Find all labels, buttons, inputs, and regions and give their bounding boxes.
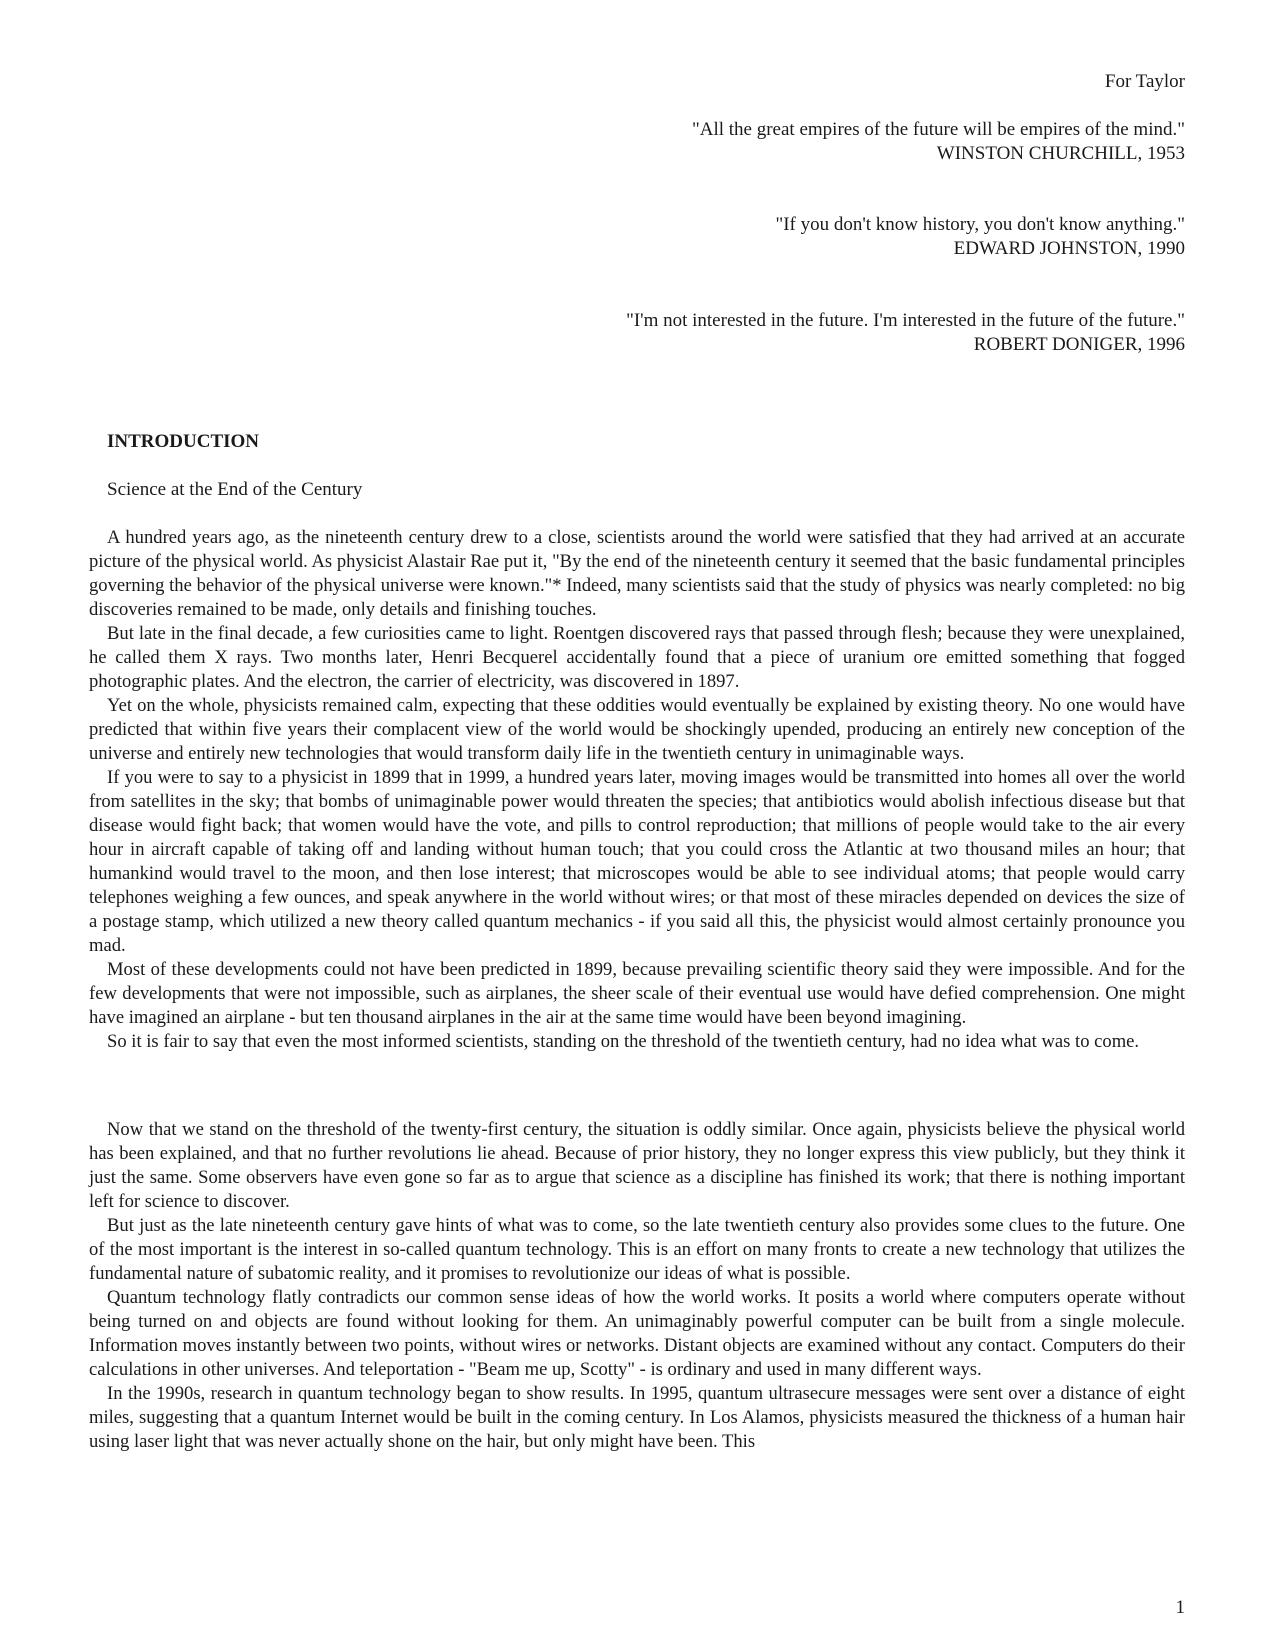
epigraph xyxy=(775,213,1185,261)
page-number: 1 xyxy=(1175,1597,1185,1618)
dedication: For Taylor xyxy=(1104,71,1185,92)
body-paragraph: But late in the final decade, a few curiosities came to light. Roentgen discovered rays that passed through flesh; because they were unexplained, he called them X rays. Two months later, Henri Becquerel accidentally found that a piece of uranium ore emitted something that fogged photographic plates. And the electron, the carrier of electricity, was discovered in 1897. xyxy=(89,623,1185,692)
epigraph-quote: "I'm not interested in the future. I'm interested in the future of the future." xyxy=(626,310,1185,331)
body-paragraph: In the 1990s, research in quantum technology began to show results. In 1995, quantum ultrasecure messages were sent over a distance of eight miles, suggesting that a quantum Internet would be built in the coming century. In Los Alamos, physicists measured the thickness of a human hair using laser light that was never actually shone on the hair, but only might have been. This xyxy=(89,1383,1185,1452)
epigraph xyxy=(692,118,1185,166)
body-paragraph: But just as the late nineteenth century gave hints of what was to come, so the late twentieth century also provides some clues to the future. One of the most important is the interest in so-called quantum technology. This is an effort on many fronts to create a new technology that utilizes the fundamental nature of subatomic reality, and it promises to revolutionize our ideas of what is possible. xyxy=(89,1215,1185,1284)
body-paragraph: If you were to say to a physicist in 1899 that in 1999, a hundred years later, moving images would be transmitted into homes all over the world from satellites in the sky; that bombs of unimaginable power would threaten the species; that antibiotics would abolish infectious disease but that disease would fight back; that women would have the vote, and pills to control reproduction; that millions of people would take to the air every hour in aircraft capable of taking off and landing without human touch; that you could cross the Atlantic at two thousand miles an hour; that humankind would travel to the moon, and then lose interest; that microscopes would be able to see individual atoms; that people would carry telephones weighing a few ounces, and speak anywhere in the world without wires; or that most of these miracles depended on devices the size of a postage stamp, which utilized a new theory called quantum mechanics - if you said all this, the physicist would almost certainly pronounce you mad. xyxy=(89,767,1185,956)
section-subtitle: Science at the End of the Century xyxy=(107,479,363,500)
body-paragraph: Yet on the whole, physicists remained calm, expecting that these oddities would eventually be explained by existing theory. No one would have predicted that within five years their complacent view of the world would be shockingly upended, producing an entirely new conception of the universe and entirely new technologies that would transform daily life in the twentieth century in unimaginable ways. xyxy=(89,695,1185,764)
body-paragraph: Most of these developments could not have been predicted in 1899, because prevailing scientific theory said they were impossible. And for the few developments that were not impossible, such as airplanes, the sheer scale of their eventual use would have defied comprehension. One might have imagined an airplane - but ten thousand airplanes in the air at the same time would have been beyond imagining. xyxy=(89,959,1185,1028)
epigraph-quote: "All the great empires of the future will be empires of the mind." xyxy=(691,119,1185,140)
epigraph xyxy=(626,309,1185,357)
epigraph-attribution: ROBERT DONIGER, 1996 xyxy=(973,334,1185,355)
epigraph-attribution: EDWARD JOHNSTON, 1990 xyxy=(953,238,1185,259)
body-paragraph: Quantum technology flatly contradicts our common sense ideas of how the world works. It posits a world where computers operate without being turned on and objects are found without looking for them. An unimaginably powerful computer can be built from a single molecule. Information moves instantly between two points, without wires or networks. Distant objects are examined without any contact. Computers do their calculations in other universes. And teleportation - "Beam me up, Scotty" - is ordinary and used in many different ways. xyxy=(89,1287,1185,1380)
body-text-block xyxy=(89,1118,1185,1454)
section-heading: INTRODUCTION xyxy=(107,431,260,452)
body-text-block xyxy=(89,526,1185,1054)
epigraph-attribution: WINSTON CHURCHILL, 1953 xyxy=(936,143,1185,164)
body-paragraph: So it is fair to say that even the most informed scientists, standing on the threshold of the twentieth century, had no idea what was to come. xyxy=(107,1031,1140,1052)
body-paragraph: A hundred years ago, as the nineteenth century drew to a close, scientists around the world were satisfied that they had arrived at an accurate picture of the physical world. As physicist Alastair Rae put it, "By the end of the nineteenth century it seemed that the basic fundamental principles governing the behavior of the physical universe were known."* Indeed, many scientists said that the study of physics was nearly completed: no big discoveries remained to be made, only details and finishing touches. xyxy=(89,527,1185,620)
body-paragraph: Now that we stand on the threshold of the twenty-first century, the situation is oddly similar. Once again, physicists believe the physical world has been explained, and that no further revolutions lie ahead. Because of prior history, they no longer express this view publicly, but they think it just the same. Some observers have even gone so far as to argue that science as a discipline has finished its work; that there is nothing important left for science to discover. xyxy=(89,1119,1185,1212)
epigraph-quote: "If you don't know history, you don't know anything." xyxy=(775,214,1185,235)
